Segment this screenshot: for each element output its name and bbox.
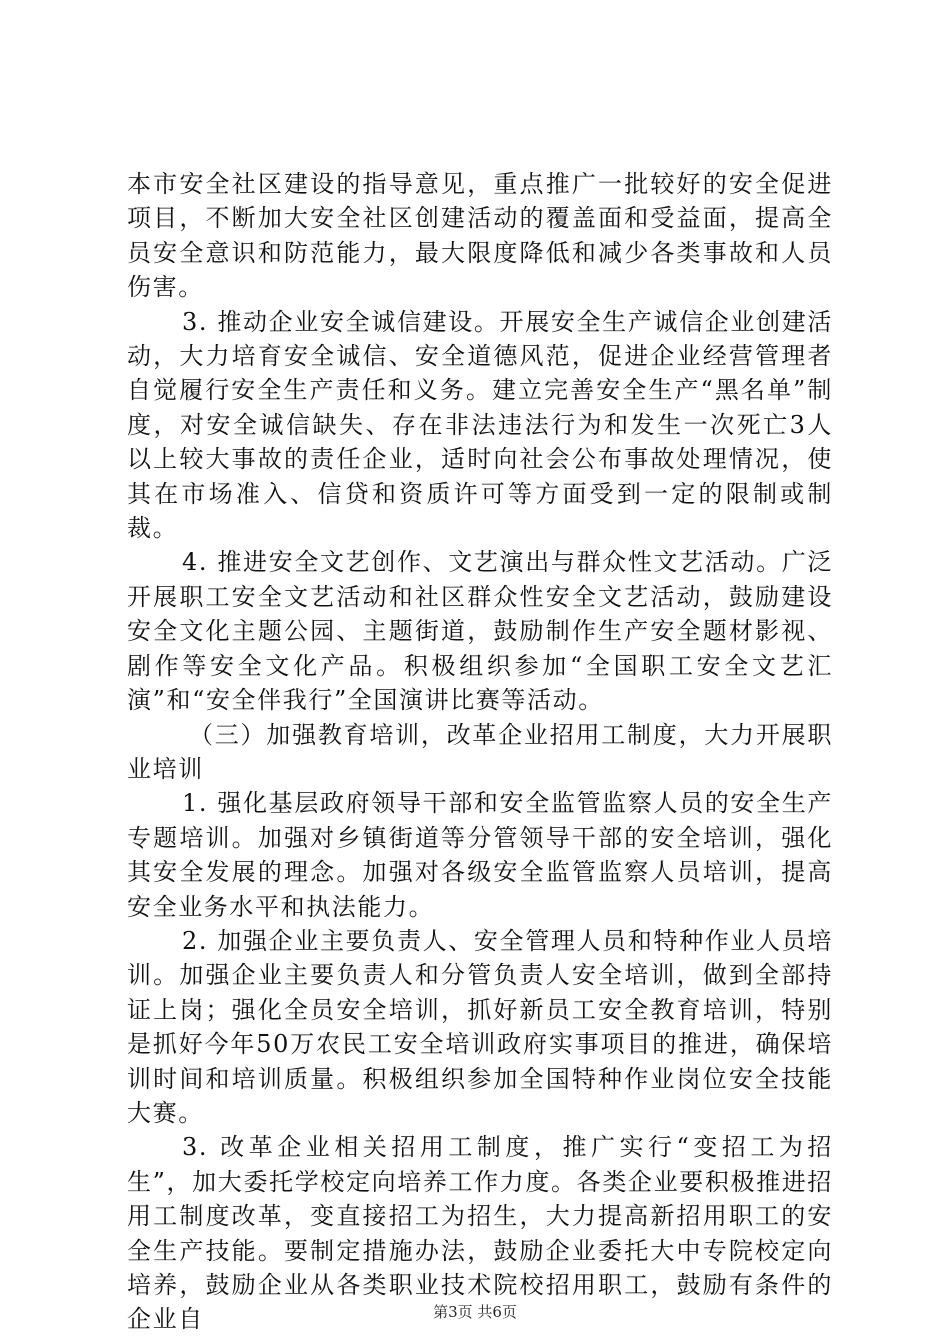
paragraph-item-recruitment-reform: 3. 改革企业相关招用工制度，推广实行“变招工为招生”，加大委托学校定向培养工作力度。各类企业要积极推进招用工制度改革，变直接招工为招生，大力提高新招用职工的安全生产技能。要制定措施办法，鼓励企业委托大中专院校定向培养，鼓励企业从各类职业技术院校招用职工，鼓励有条件的企业自 xyxy=(127,1133,833,1334)
paragraph-item-officials-training: 1. 强化基层政府领导干部和安全监管监察人员的安全生产专题培训。加强对乡镇街道等分管领导干部的安全培训，强化其安全发展的理念。加强对各级安全监管监察人员培训，提高安全业务水平和执法能力。 xyxy=(127,789,833,921)
paragraph-continuation: 本市安全社区建设的指导意见，重点推广一批较好的安全促进项目，不断加大安全社区创建活动的覆盖面和受益面，提高全员安全意识和防范能力，最大限度降低和减少各类事故和人员伤害。 xyxy=(127,170,833,302)
paragraph-item-enterprise-training: 2. 加强企业主要负责人、安全管理人员和特种作业人员培训。加强企业主要负责人和分管负责人安全培训，做到全部持证上岗；强化全员安全培训，抓好新员工安全教育培训，特别是抓好今年50万农民工安全培训政府实事项目的推进，确保培训时间和培训质量。积极组织参加全国特种作业岗位安全技能大赛。 xyxy=(127,926,833,1127)
paragraph-item-integrity: 3. 推动企业安全诚信建设。开展安全生产诚信企业创建活动，大力培育安全诚信、安全道德风范，促进企业经营管理者自觉履行安全生产责任和义务。建立完善安全生产“黑名单”制度，对安全诚信缺失、存在非法违法行为和发生一次死亡3人以上较大事故的责任企业，适时向社会公布事故处理情况，使其在市场准入、信贷和资质许可等方面受到一定的限制或制裁。 xyxy=(127,307,833,543)
document-body xyxy=(127,167,833,1337)
page-number-footer: 第3页 共6页 xyxy=(433,1303,517,1321)
paragraph-item-arts: 4. 推进安全文艺创作、文艺演出与群众性文艺活动。广泛开展职工安全文艺活动和社区群众性安全文艺活动，鼓励建设安全文化主题公园、主题街道，鼓励制作生产安全题材影视、剧作等安全文化产品。积极组织参加“全国职工安全文艺汇演”和“安全伴我行”全国演讲比赛等活动。 xyxy=(127,548,833,715)
section-heading: （三）加强教育培训，改革企业招用工制度，大力开展职业培训 xyxy=(127,720,833,783)
